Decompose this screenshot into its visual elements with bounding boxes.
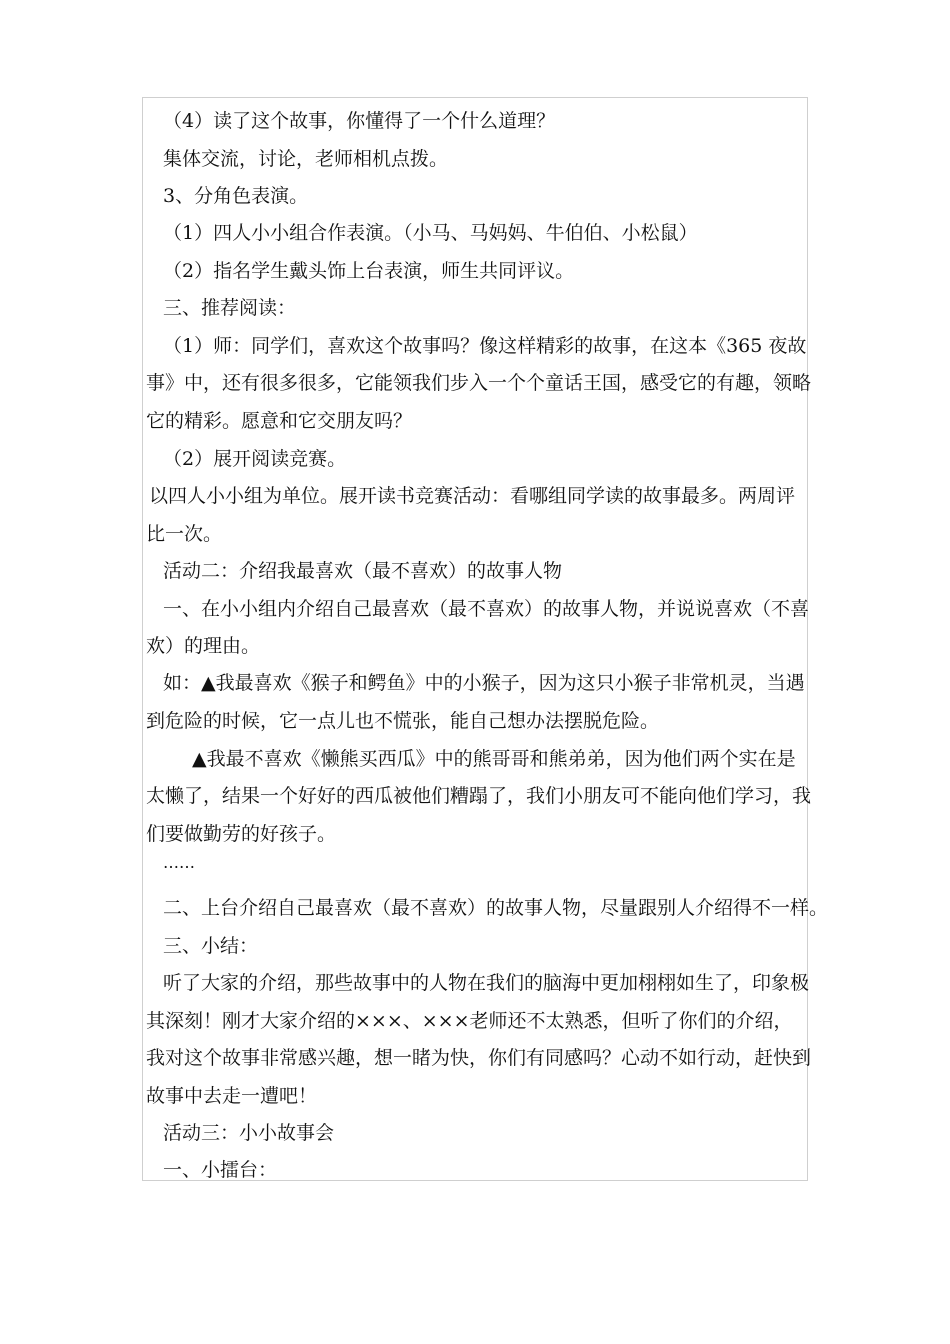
text-line: 集体交流，讨论，老师相机点拨。 <box>163 148 449 170</box>
text-line: 如：▲我最喜欢《猴子和鳄鱼》中的小猴子，因为这只小猴子非常机灵，当遇 <box>163 672 805 694</box>
text-line: ▲我最不喜欢《懒熊买西瓜》中的熊哥哥和熊弟弟，因为他们两个实在是 <box>192 748 796 770</box>
text-line: 欢）的理由。 <box>146 635 261 657</box>
text-line: 它的精彩。愿意和它交朋友吗？ <box>146 410 413 432</box>
text-line: 一、在小小组内介绍自己最喜欢（最不喜欢）的故事人物，并说说喜欢（不喜 <box>163 598 810 620</box>
text-line: 听了大家的介绍，那些故事中的人物在我们的脑海中更加栩栩如生了，印象极 <box>163 972 810 994</box>
text-line: 其深刻！刚才大家介绍的×××、×××老师还不太熟悉，但听了你们的介绍， <box>146 1010 793 1032</box>
ellipsis: …… <box>163 853 195 872</box>
text-line: （2）指名学生戴头饰上台表演，师生共同评议。 <box>163 260 575 282</box>
text-line: 以四人小小组为单位。展开读书竞赛活动：看哪组同学读的故事最多。两周评 <box>149 485 796 507</box>
section-heading: 活动二：介绍我最喜欢（最不喜欢）的故事人物 <box>163 560 563 582</box>
text-line: 我对这个故事非常感兴趣，想一睹为快，你们有同感吗？心动不如行动，赶快到 <box>146 1047 812 1069</box>
text-line: 事》中，还有很多很多，它能领我们步入一个个童话王国，感受它的有趣，领略 <box>146 372 812 394</box>
text-line: （1）师：同学们，喜欢这个故事吗？像这样精彩的故事，在这本《365 夜故 <box>163 335 807 357</box>
text-line: 故事中去走一遭吧！ <box>146 1085 318 1107</box>
text-line: 二、上台介绍自己最喜欢（最不喜欢）的故事人物，尽量跟别人介绍得不一样。 <box>163 897 829 919</box>
section-heading: 三、小结： <box>163 935 259 957</box>
text-line: （4）读了这个故事，你懂得了一个什么道理？ <box>163 110 556 132</box>
text-line: 3、分角色表演。 <box>163 185 309 207</box>
section-heading: 三、推荐阅读： <box>163 297 297 319</box>
text-line: （2）展开阅读竞赛。 <box>163 448 347 470</box>
text-line: 们要做勤劳的好孩子。 <box>146 823 337 845</box>
text-line: 比一次。 <box>146 523 223 545</box>
text-line: 太懒了，结果一个好好的西瓜被他们糟蹋了，我们小朋友可不能向他们学习，我 <box>146 785 812 807</box>
text-line: 到危险的时候，它一点儿也不慌张，能自己想办法摆脱危险。 <box>146 710 660 732</box>
text-line: 一、小擂台： <box>163 1159 278 1181</box>
text-line: （1）四人小小组合作表演。（小马、马妈妈、牛伯伯、小松鼠） <box>163 222 698 244</box>
section-heading: 活动三：小小故事会 <box>163 1122 335 1144</box>
